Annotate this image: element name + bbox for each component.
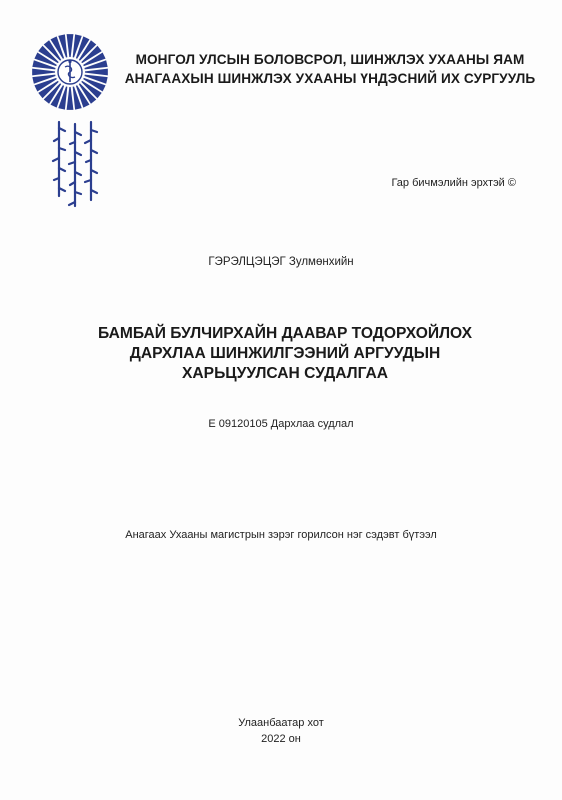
thesis-title-line-1: БАМБАЙ БУЛЧИРХАЙН ДААВАР ТОДОРХОЙЛОХ [97, 325, 472, 342]
institution-name [120, 50, 540, 88]
emblem-ray [32, 69, 55, 76]
institution-line-1: МОНГОЛ УЛСЫН БОЛОВСРОЛ, ШИНЖЛЭХ УХААНЫ ЯАМ [135, 52, 525, 67]
mongolian-script-name-icon [45, 118, 105, 210]
specialty-code: E 09120105 Дархлаа судлал [208, 418, 354, 430]
copyright-notice: Гар бичмэлийн эрхтэй © [391, 177, 516, 189]
thesis-title [60, 324, 510, 384]
emblem-ray [67, 87, 74, 110]
emblem-ray [85, 69, 108, 76]
institution-line-2: АНАГААХЫН ШИНЖЛЭХ УХААНЫ ҮНДЭСНИЙ ИХ СУРГУУЛЬ [124, 71, 536, 86]
author-name: ГЭРЭЛЦЭЦЭГ Зулмөнхийн [208, 256, 354, 268]
year: 2022 он [261, 733, 301, 745]
thesis-title-line-2: ДАРХЛАА ШИНЖИЛГЭЭНИЙ АРГУУДЫН [129, 345, 441, 362]
emblem-ray [67, 34, 74, 57]
university-emblem-icon [30, 32, 110, 112]
city: Улаанбаатар хот [238, 717, 324, 729]
place-and-year [0, 715, 562, 747]
degree-statement: Анагаах Ухааны магистрын зэрэг горилсон нэг сэдэвт бүтээл [125, 529, 437, 541]
thesis-title-line-3: ХАРЬЦУУЛСАН СУДАЛГАА [182, 365, 388, 382]
